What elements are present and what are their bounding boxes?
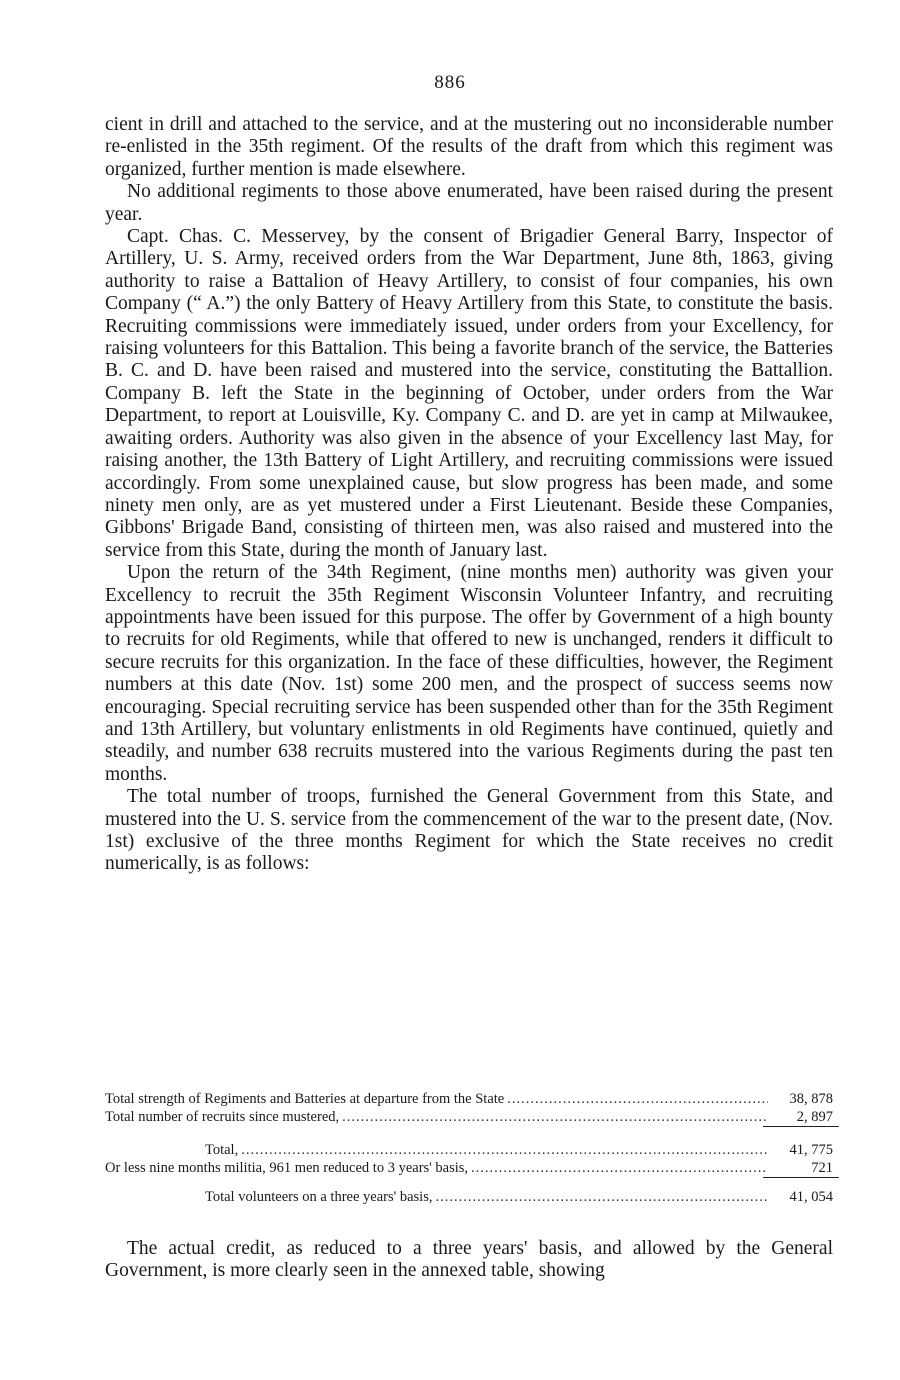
- leader-dots: [342, 1108, 768, 1126]
- closing-text: [105, 1238, 833, 1283]
- paragraph-35th-regiment: Upon the return of the 34th Regiment, (nine months men) authority was given your Excellency to recruit the 35th Regiment Wisconsin Volunteer Infantry, and recruiting appointments have been issued for this purpose. The offer by Government of a high bounty to recruits for old Regiments, while that offered to new is unchanged, renders it difficult to secure recruits for this organization. In the face of these difficulties, however, the Regiment numbers at this date (Nov. 1st) some 200 men, and the prospect of success seems now encouraging. Special recruiting service has been suspended other than for the 35th Regiment and 13th Artillery, but voluntary enlistments in old Regiments have continued, quietly and steadily, and number 638 recruits mustered into the various Regiments during the past ten months.: [105, 562, 833, 785]
- totals-row-recruits: [105, 1108, 833, 1126]
- paragraph-no-additional-regiments: No additional regiments to those above enumerated, have been raised during the present year.: [105, 181, 833, 225]
- paragraph-heavy-artillery: Capt. Chas. C. Messervey, by the consent of Brigadier General Barry, Inspector of Artillery, U. S. Army, received orders from the War Department, June 8th, 1863, giving authority to raise a Battalion of Heavy Artillery, to consist of four companies, his own Company (“ A.”) the only Battery of Heavy Artillery from this State, to constitute the basis. Recruiting commissions were immediately issued, under orders from your Excellency, for raising volunteers for this Battalion. This being a favorite branch of the service, the Batteries B. C. and D. have been raised and mustered into the service, constituting the Battallion. Company B. left the State in the beginning of October, under orders from the War Department, to report at Louisville, Ky. Company C. and D. are yet in camp at Milwaukee, awaiting orders. Authority was also given in the absence of your Excellency last May, for raising another, the 13th Battery of Light Artillery, and recruiting commissions were issued accordingly. From some unexplained cause, but slow progress has been made, and some ninety men only, are as yet mustered under a First Lieutenant. Beside these Companies, Gibbons' Brigade Band, consisting of thirteen men, was also raised and mustered into the service from this State, during the month of January last.: [105, 226, 833, 561]
- totals-row-militia: [105, 1159, 833, 1177]
- totals-row-label: Total volunteers on a three years' basis,: [205, 1189, 433, 1205]
- totals-row-value: 38, 878: [789, 1091, 833, 1107]
- page-number: 886: [434, 72, 466, 93]
- paragraph-actual-credit: The actual credit, as reduced to a three years' basis, and allowed by the General Government, is more clearly seen in the annexed table, showing: [105, 1238, 833, 1282]
- totals-row-value: 2, 897: [796, 1109, 833, 1125]
- totals-row-label: Total,: [205, 1142, 239, 1158]
- totals-row-label: Total strength of Regiments and Batteries at departure from the State: [105, 1091, 505, 1107]
- totals-row-label: Or less nine months militia, 961 men reduced to 3 years' basis,: [105, 1160, 469, 1176]
- paragraph-total-troops: The total number of troops, furnished the General Government from this State, and mustered into the U. S. service from the commencement of the war to the present date, (Nov. 1st) exclusive of the three months Regiment for which the State receives no credit numerically, is as follows:: [105, 786, 833, 875]
- totals-row-value: 721: [811, 1160, 833, 1176]
- totals-row-volunteers: [105, 1188, 833, 1206]
- totals-row-total: [105, 1141, 833, 1159]
- totals-row-strength: [105, 1090, 833, 1108]
- leader-dots: [241, 1141, 768, 1159]
- totals-table: [105, 1090, 833, 1206]
- leader-dots: [471, 1159, 768, 1177]
- totals-row-value: 41, 054: [789, 1189, 833, 1205]
- body-text: [105, 114, 833, 876]
- totals-row-label: Total number of recruits since mustered,: [105, 1109, 340, 1125]
- paragraph-continued: cient in drill and attached to the service, and at the mustering out no inconsiderable number re-enlisted in the 35th regiment. Of the results of the draft from which this regiment was organized, further mention is made elsewhere.: [105, 114, 833, 180]
- totals-row-value: 41, 775: [789, 1142, 833, 1158]
- leader-dots: [507, 1090, 768, 1108]
- leader-dots: [435, 1188, 768, 1206]
